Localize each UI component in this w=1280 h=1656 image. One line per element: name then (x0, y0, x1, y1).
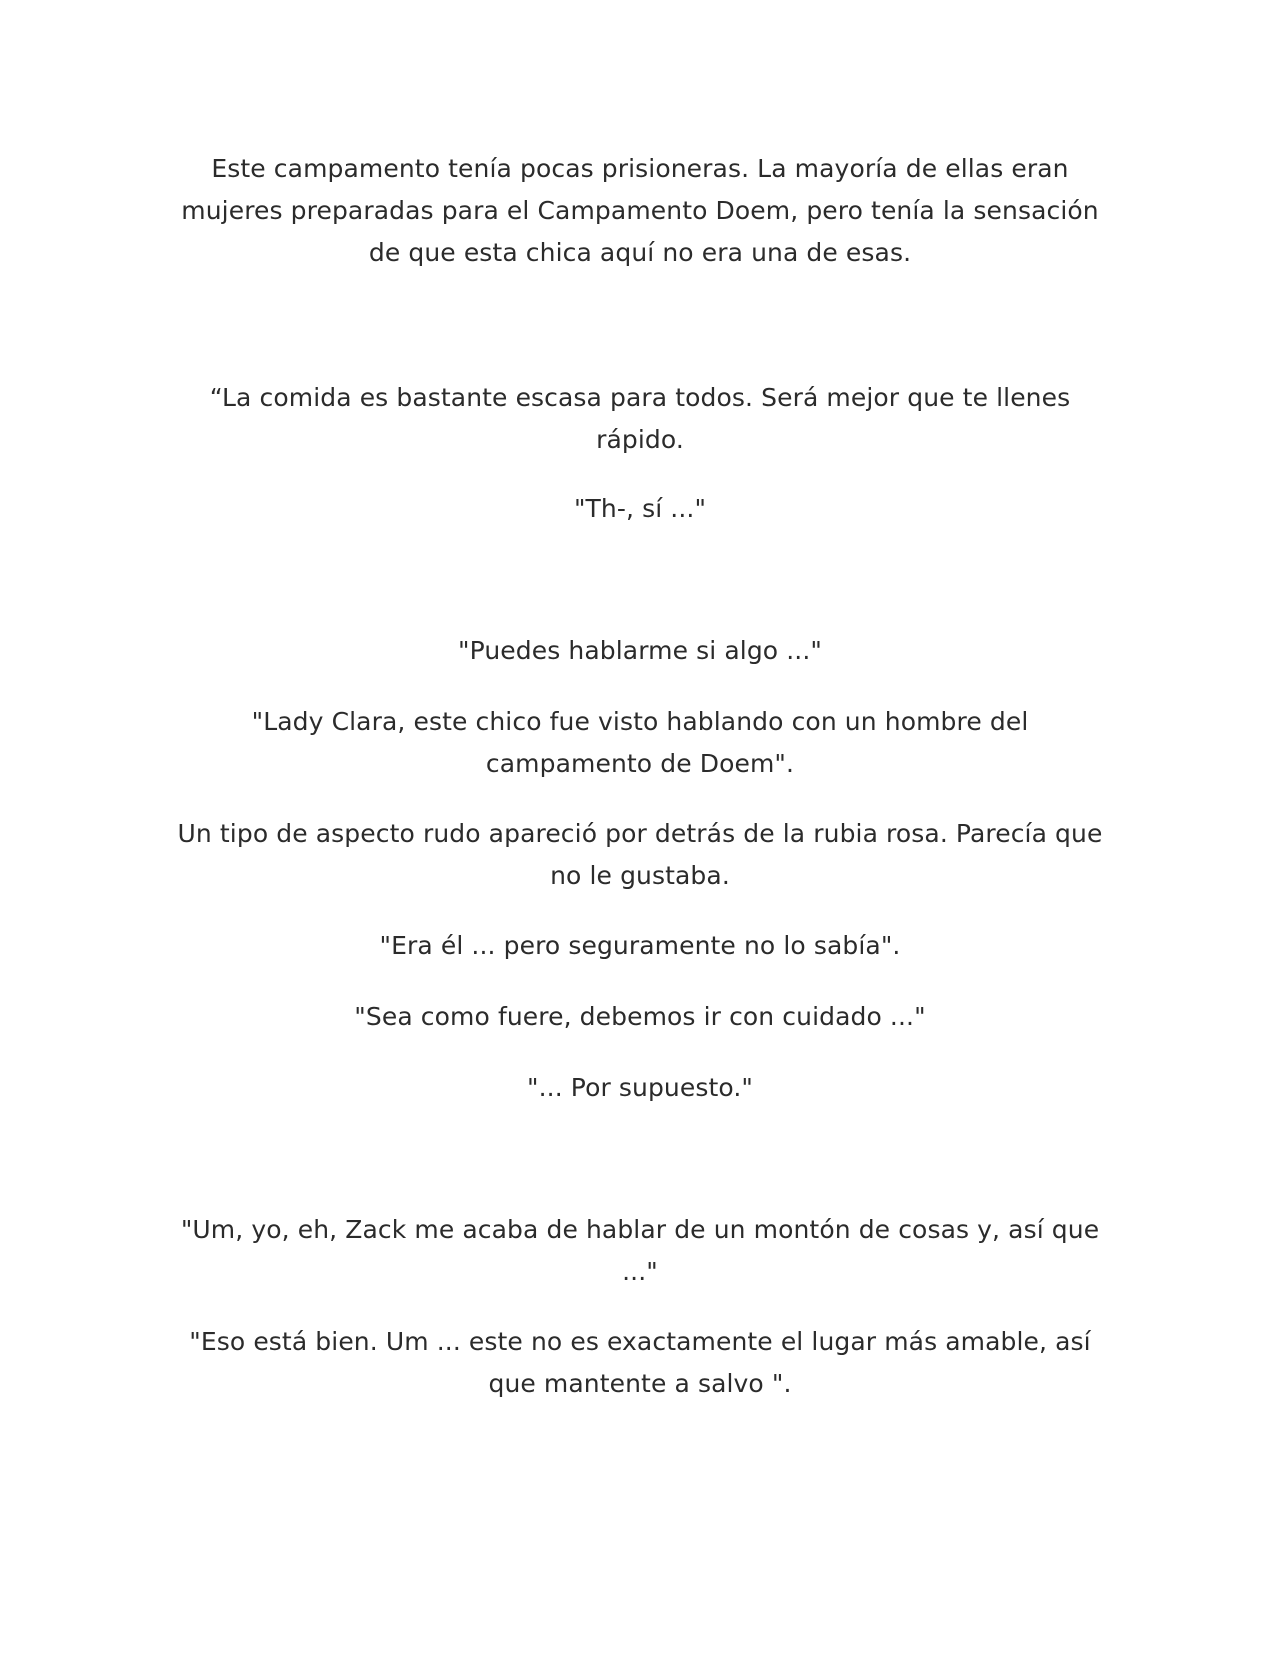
paragraph-8: "Sea como fuere, debemos ir con cuidado ..." (354, 1002, 926, 1031)
paragraph-9: "... Por supuesto." (527, 1073, 753, 1102)
paragraph-7: "Era él ... pero seguramente no lo sabía". (379, 931, 901, 960)
paragraph-11: "Eso está bien. Um ... este no es exactamente el lugar más amable, así que mantente a salvo ". (189, 1327, 1091, 1398)
paragraph-6: Un tipo de aspecto rudo apareció por detrás de la rubia rosa. Parecía que no le gustaba. (177, 819, 1103, 890)
paragraph-5: "Lady Clara, este chico fue visto hablando con un hombre del campamento de Doem". (251, 707, 1029, 778)
paragraph-1: Este campamento tenía pocas prisioneras. La mayoría de ellas eran mujeres preparadas para el Campamento Doem, pero tenía la sensación de que esta chica aquí no era una de esas. (181, 154, 1099, 267)
paragraph-4: "Puedes hablarme si algo ..." (458, 636, 822, 665)
paragraph-3: "Th-, sí ..." (573, 494, 707, 523)
paragraph-2: “La comida es bastante escasa para todos. Será mejor que te llenes rápido. (209, 383, 1071, 454)
paragraph-10: "Um, yo, eh, Zack me acaba de hablar de un montón de cosas y, así que ..." (180, 1215, 1100, 1286)
